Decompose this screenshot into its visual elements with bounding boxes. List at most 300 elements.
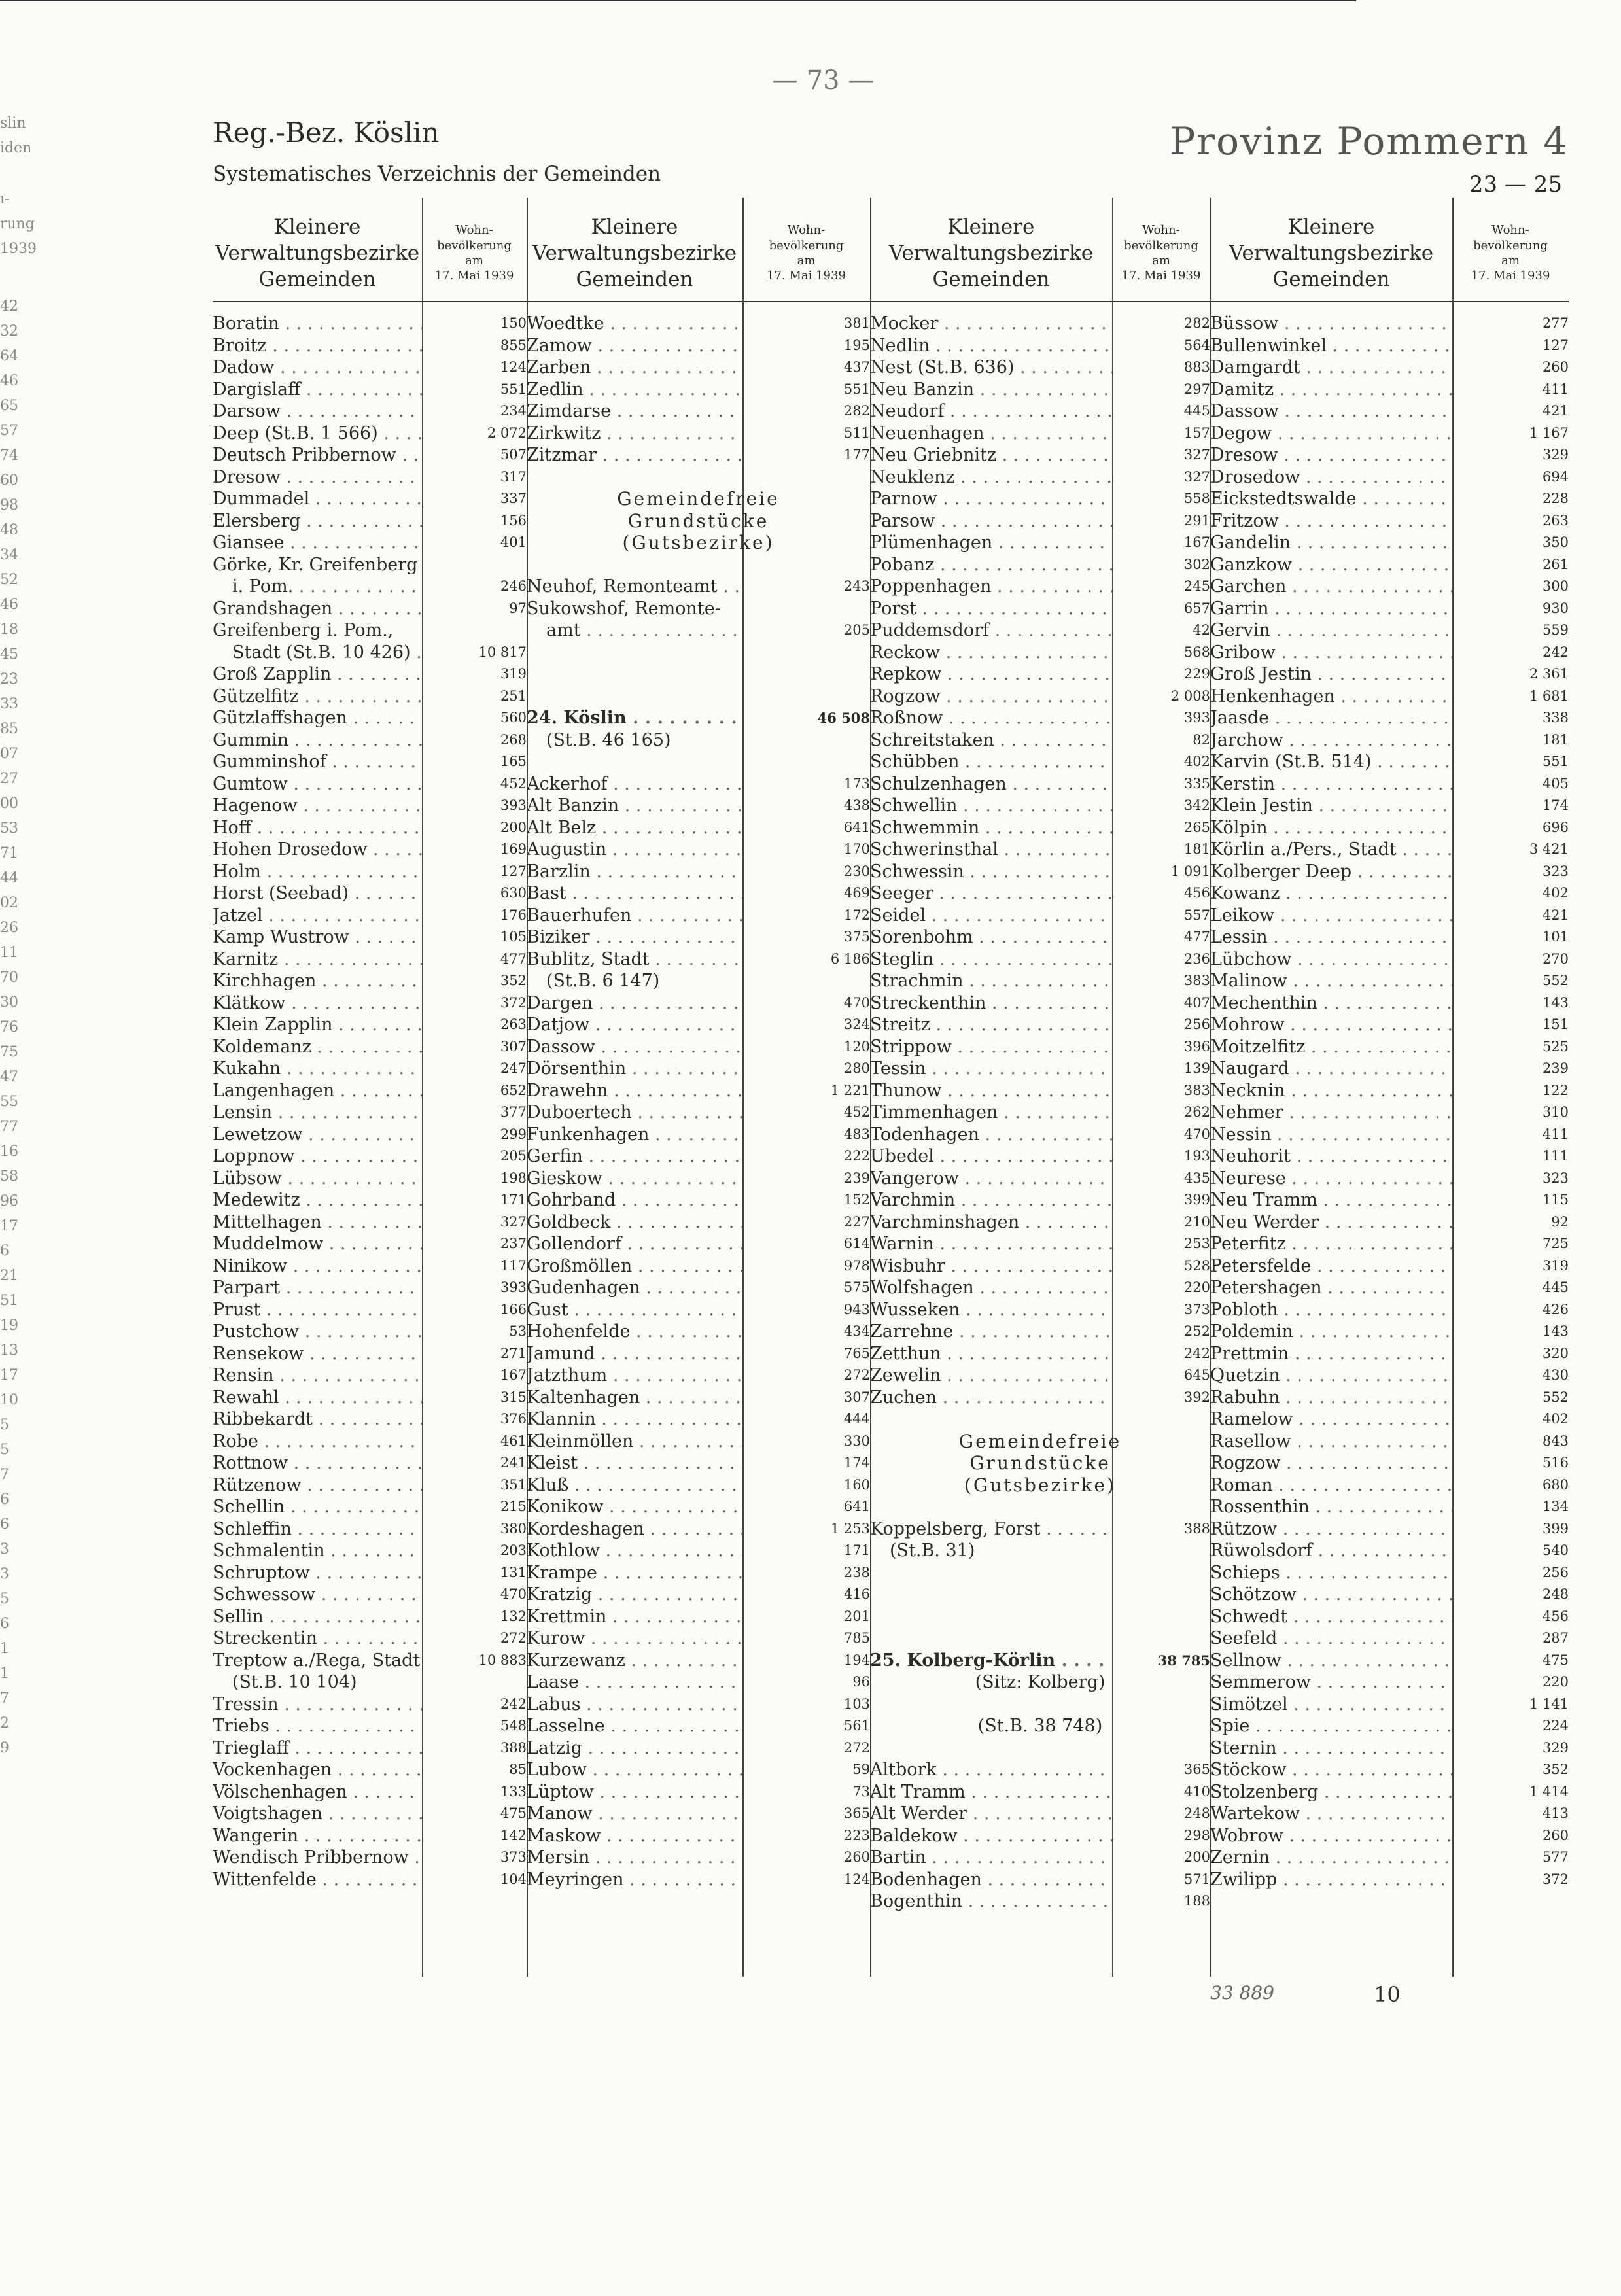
table-row (213, 576, 527, 598)
population-value: 380 (497, 1518, 527, 1540)
municipality-name: Schwerinsthal . . . (870, 839, 1112, 861)
municipality-name: Tressin . . . (213, 1694, 422, 1716)
population-value: 327 (1180, 466, 1210, 489)
table-row (1210, 1058, 1569, 1080)
population-value: 239 (1539, 1058, 1569, 1080)
population-value: 402 (1180, 751, 1210, 773)
municipality-name: Zitzmar . . . (527, 444, 742, 466)
population-value: 323 (1539, 861, 1569, 883)
municipality-name: Zirkwitz . . . (527, 423, 742, 445)
population-value: 388 (497, 1737, 527, 1760)
municipality-name: Rasellow . . . (1210, 1431, 1452, 1453)
municipality-name: (St.B. 6 147) (546, 971, 660, 991)
table-row (1210, 970, 1569, 992)
table-row (527, 663, 870, 686)
population-value: 251 (497, 686, 527, 708)
municipality-name: Ubedel . . . (870, 1145, 1112, 1168)
table-row (870, 1387, 1210, 1409)
municipality-name: Zewelin . . . (870, 1365, 1112, 1387)
population-value: 174 (1539, 795, 1569, 817)
table-row (870, 335, 1210, 357)
municipality-name: Langenhagen . . . (213, 1080, 422, 1102)
left-fragment-text: 77 (0, 1119, 18, 1135)
population-value: 260 (1539, 357, 1569, 379)
municipality-name: Kordeshagen . . . (527, 1518, 742, 1540)
table-row (527, 1825, 870, 1847)
left-fragment-text: 7 (0, 1467, 9, 1483)
table-row (870, 1168, 1210, 1190)
municipality-name: Broitz . . . (213, 335, 422, 357)
population-value: 559 (1539, 619, 1569, 642)
population-value: 103 (840, 1694, 870, 1716)
municipality-name: (St.B. 46 165) (546, 729, 671, 750)
municipality-name: Kurow . . . (527, 1627, 742, 1650)
table-row (527, 488, 870, 510)
table-row (1210, 905, 1569, 927)
population-value: 765 (840, 1343, 870, 1365)
municipality-name: Augustin . . . (527, 839, 742, 861)
header-name-text: Kleinere (273, 215, 361, 239)
left-fragment-text: 55 (0, 1094, 18, 1110)
municipality-name: Neurese . . . (1210, 1168, 1452, 1190)
municipality-name: Damitz . . . (1210, 379, 1452, 401)
table-row (1210, 817, 1569, 839)
population-value: 223 (840, 1825, 870, 1847)
population-value: 253 (1180, 1233, 1210, 1255)
table-row (870, 576, 1210, 598)
left-fragment-text: 02 (0, 895, 18, 911)
table-row (1210, 1671, 1569, 1694)
municipality-name: Sellin . . . (213, 1606, 422, 1628)
reg-bez-title: Reg.-Bez. Köslin (213, 116, 440, 148)
municipality-name: Dummadel . . . (213, 488, 422, 510)
table-row (870, 795, 1210, 817)
municipality-name: Prettmin . . . (1210, 1343, 1452, 1365)
table-row (1210, 686, 1569, 708)
table-row (870, 466, 1210, 489)
table-row (870, 970, 1210, 992)
municipality-name: Dörsenthin . . . (527, 1058, 742, 1080)
municipality-name: Klein Zapplin . . . (213, 1014, 422, 1036)
municipality-name: Deep (St.B. 1 566) . . . (213, 423, 422, 445)
table-row (1210, 1452, 1569, 1474)
table-row (870, 1255, 1210, 1278)
table-row (213, 1102, 527, 1124)
population-value: 342 (1180, 795, 1210, 817)
table-row (213, 926, 527, 948)
table-row (213, 773, 527, 795)
left-fragment-text: 52 (0, 572, 18, 588)
municipality-name: Grundstücke (627, 510, 769, 532)
table-row (1210, 1869, 1569, 1891)
municipality-name: Gemeindefreie (617, 488, 780, 510)
municipality-name: Lessin . . . (1210, 926, 1452, 948)
table-row (870, 1869, 1210, 1891)
population-value: 372 (497, 992, 527, 1015)
table-row (527, 1321, 870, 1343)
header-population-text: 17. Mai 1939 (1121, 269, 1201, 283)
table-row (527, 1211, 870, 1234)
population-value: 324 (840, 1014, 870, 1036)
page-range: 23 — 25 (1469, 171, 1562, 198)
table-row (1210, 1715, 1569, 1737)
population-value: 2 361 (1525, 663, 1569, 686)
municipality-name: Wolfshagen . . . (870, 1277, 1112, 1299)
population-value: 104 (497, 1869, 527, 1891)
header-population-text: bevölkerung (1473, 238, 1548, 252)
municipality-name: Lübchow . . . (1210, 948, 1452, 971)
header-name-col (527, 208, 742, 298)
table-row (213, 861, 527, 883)
municipality-name: Büssow . . . (1210, 313, 1452, 335)
municipality-name: Sorenbohm . . . (870, 926, 1112, 948)
population-value: 237 (497, 1233, 527, 1255)
header-name-text: Kleinere (591, 215, 678, 239)
table-row (527, 751, 870, 773)
municipality-name: Rensin . . . (213, 1365, 422, 1387)
table-row (1210, 1737, 1569, 1760)
table-row (870, 707, 1210, 729)
table-row (870, 1671, 1210, 1694)
left-fragment-text: 75 (0, 1044, 18, 1060)
population-value: 205 (497, 1145, 527, 1168)
left-fragment-text: 5 (0, 1417, 9, 1433)
table-row (213, 1211, 527, 1234)
table-row (213, 313, 527, 335)
municipality-name: Neu Tramm . . . (1210, 1189, 1452, 1211)
municipality-name: Darsow . . . (213, 400, 422, 423)
municipality-name: Schruptow . . . (213, 1562, 422, 1584)
population-value: 248 (1180, 1803, 1210, 1825)
municipality-name: Kirchhagen . . . (213, 970, 422, 992)
municipality-name: Zamow . . . (527, 335, 742, 357)
municipality-name: Vangerow . . . (870, 1168, 1112, 1190)
municipality-name: Dargislaff . . . (213, 379, 422, 401)
population-value: 152 (840, 1189, 870, 1211)
municipality-name: Zwilipp . . . (1210, 1869, 1452, 1891)
table-row (1210, 1627, 1569, 1650)
population-value: 195 (840, 335, 870, 357)
table-row (527, 1671, 870, 1694)
municipality-name: Rützow . . . (1210, 1518, 1452, 1540)
population-value: 198 (497, 1168, 527, 1190)
municipality-name: Degow . . . (1210, 423, 1452, 445)
table-row (1210, 488, 1569, 510)
table-row (870, 817, 1210, 839)
municipality-name: Kerstin . . . (1210, 773, 1452, 795)
municipality-name: Puddemsdorf . . . (870, 619, 1112, 642)
table-row (1210, 1080, 1569, 1102)
population-value: 376 (497, 1408, 527, 1431)
table-row (1210, 926, 1569, 948)
table-row (870, 1014, 1210, 1036)
table-row (870, 423, 1210, 445)
table-row (870, 1080, 1210, 1102)
municipality-name: Roman . . . (1210, 1474, 1452, 1497)
table-row (870, 313, 1210, 335)
left-fragment-text: 6 (0, 1516, 9, 1533)
table-row (213, 1496, 527, 1518)
table-row (870, 1343, 1210, 1365)
municipality-name: Görke, Kr. Greifenberg . . . (213, 554, 422, 576)
municipality-name: Koldemanz . . . (213, 1036, 422, 1058)
population-value: 59 (848, 1759, 870, 1781)
municipality-name: Kölpin . . . (1210, 817, 1452, 839)
population-value: 230 (840, 861, 870, 883)
table-row (870, 510, 1210, 532)
table-row (213, 1825, 527, 1847)
header-population-text: 17. Mai 1939 (1471, 269, 1550, 283)
table-row (870, 1759, 1210, 1781)
population-value: 416 (840, 1584, 870, 1606)
population-value: 725 (1539, 1233, 1569, 1255)
table-row (870, 1847, 1210, 1869)
municipality-name: Stöckow . . . (1210, 1759, 1452, 1781)
population-value: 165 (497, 751, 527, 773)
municipality-name: Schleffin . . . (213, 1518, 422, 1540)
municipality-name: Dadow . . . (213, 357, 422, 379)
population-value: 329 (1539, 1737, 1569, 1760)
table-row (527, 970, 870, 992)
table-row (213, 1562, 527, 1584)
municipality-name: Poppenhagen . . . (870, 576, 1112, 598)
table-row (1210, 882, 1569, 905)
table-row (527, 444, 870, 466)
table-row (1210, 532, 1569, 554)
municipality-name: Nessin . . . (1210, 1124, 1452, 1146)
population-value: 169 (497, 839, 527, 861)
municipality-name: Varchminshagen . . . (870, 1211, 1112, 1234)
population-value: 335 (1180, 773, 1210, 795)
municipality-name: Porst . . . (870, 598, 1112, 620)
population-value: 396 (1180, 1036, 1210, 1058)
municipality-name: Hohenfelde . . . (527, 1321, 742, 1343)
table-row (527, 357, 870, 379)
municipality-name: Treptow a./Rega, Stadt . . . (213, 1650, 422, 1672)
header-population-text: Wohn- (1142, 223, 1180, 237)
municipality-name: Holm . . . (213, 861, 422, 883)
municipality-name: Goldbeck . . . (527, 1211, 742, 1234)
header-name-text: Gemeinden (932, 268, 1050, 292)
municipality-name: Muddelmow . . . (213, 1233, 422, 1255)
population-value: 696 (1539, 817, 1569, 839)
table-row (527, 992, 870, 1015)
left-fragment-text: 3 (0, 1566, 9, 1582)
table-row (213, 1145, 527, 1168)
population-value: 127 (497, 861, 527, 883)
table-row (870, 926, 1210, 948)
municipality-name: Rützenow . . . (213, 1474, 422, 1497)
table-row (1210, 576, 1569, 598)
population-value: 551 (840, 379, 870, 401)
population-value: 317 (497, 466, 527, 489)
population-value: 373 (497, 1847, 527, 1869)
table-row (870, 1431, 1210, 1453)
left-fragment-text: 70 (0, 969, 18, 986)
population-value: 320 (1539, 1343, 1569, 1365)
municipality-name: Bast . . . (527, 882, 742, 905)
population-value: 337 (497, 488, 527, 510)
population-value: 170 (840, 839, 870, 861)
population-value: 261 (1539, 554, 1569, 576)
table-row (527, 554, 870, 576)
left-fragment-text: 5 (0, 1442, 9, 1458)
municipality-name: Moitzelfitz . . . (1210, 1036, 1452, 1058)
table-row (870, 642, 1210, 664)
population-value: 156 (497, 510, 527, 532)
municipality-name: (St.B. 10 104) (232, 1672, 357, 1692)
population-value: 507 (497, 444, 527, 466)
header-name-text: Gemeinden (1272, 268, 1390, 292)
table-row (213, 663, 527, 686)
population-value: 577 (1539, 1847, 1569, 1869)
left-fragment-text: 1939 (0, 241, 37, 257)
table-row (213, 1759, 527, 1781)
table-row (527, 1715, 870, 1737)
municipality-name: Roßnow . . . (870, 707, 1112, 729)
table-row (870, 1058, 1210, 1080)
left-fragment-text: ı- (0, 191, 10, 207)
municipality-name: Zedlin . . . (527, 379, 742, 401)
municipality-name: (St.B. 38 748) (977, 1716, 1103, 1736)
table-row (527, 1145, 870, 1168)
header-population-col (1112, 208, 1210, 298)
table-row (1210, 1803, 1569, 1825)
municipality-name: Kurzewanz . . . (527, 1650, 742, 1672)
table-row (527, 532, 870, 554)
population-value: 652 (497, 1080, 527, 1102)
population-value: 568 (1180, 642, 1210, 664)
municipality-name: Pobloth . . . (1210, 1299, 1452, 1321)
table-row (1210, 861, 1569, 883)
population-value: 511 (840, 423, 870, 445)
header-population-text: am (797, 254, 816, 268)
municipality-name: Bodenhagen . . . (870, 1869, 1112, 1891)
page-subtitle: Systematisches Verzeichnis der Gemeinden (213, 162, 661, 186)
header-population-text: bevölkerung (437, 238, 512, 252)
left-fragment-text: 46 (0, 597, 18, 613)
municipality-name: Krettmin . . . (527, 1606, 742, 1628)
population-value: 42 (1189, 619, 1210, 642)
municipality-name: Ackerhof . . . (527, 773, 742, 795)
population-value: 132 (497, 1606, 527, 1628)
municipality-name: Kukahn . . . (213, 1058, 422, 1080)
municipality-name: Hoff . . . (213, 817, 422, 839)
population-value: 1 167 (1525, 423, 1569, 445)
table-row (527, 1452, 870, 1474)
table-row (527, 1189, 870, 1211)
municipality-name: Dassow . . . (527, 1036, 742, 1058)
population-value: 315 (497, 1387, 527, 1409)
population-value: 215 (497, 1496, 527, 1518)
municipality-name: Schwessow . . . (213, 1584, 422, 1606)
municipality-name: (Sitz: Kolberg) (975, 1672, 1106, 1692)
header-population-text: Wohn- (1491, 223, 1529, 237)
population-value: 297 (1180, 379, 1210, 401)
municipality-name: Alt Banzin . . . (527, 795, 742, 817)
table-row (1210, 707, 1569, 729)
table-row (527, 882, 870, 905)
population-value: 124 (840, 1869, 870, 1891)
municipality-name: Todenhagen . . . (870, 1124, 1112, 1146)
population-value: 470 (840, 992, 870, 1015)
population-value: 528 (1180, 1255, 1210, 1278)
municipality-name: Triebs . . . (213, 1715, 422, 1737)
municipality-name: Pobanz . . . (870, 554, 1112, 576)
table-row (870, 1627, 1210, 1650)
header-name-text: Kleinere (1287, 215, 1375, 239)
left-fragment-text: 21 (0, 1268, 18, 1284)
population-value: 247 (497, 1058, 527, 1080)
table-row (870, 1518, 1210, 1540)
population-value: 375 (840, 926, 870, 948)
population-value: 252 (1180, 1321, 1210, 1343)
header-population-col (742, 208, 870, 298)
table-row (1210, 1189, 1569, 1211)
population-value: 150 (497, 313, 527, 335)
municipality-name: Dassow . . . (1210, 400, 1452, 423)
municipality-name: Grandshagen . . . (213, 598, 422, 620)
table-row (527, 1606, 870, 1628)
header-population-text: bevölkerung (1124, 238, 1198, 252)
population-value: 438 (840, 795, 870, 817)
population-value: 142 (497, 1825, 527, 1847)
municipality-name: Zernin . . . (1210, 1847, 1452, 1869)
municipality-name: Körlin a./Pers., Stadt . . . (1210, 839, 1452, 861)
municipality-name: Naugard . . . (1210, 1058, 1452, 1080)
population-value: 694 (1539, 466, 1569, 489)
table-row (527, 1255, 870, 1278)
municipality-name: Kolberger Deep . . . (1210, 861, 1452, 883)
table-row (870, 839, 1210, 861)
header-name-col (870, 208, 1112, 298)
population-value: 234 (497, 400, 527, 423)
population-value: 262 (1180, 1102, 1210, 1124)
municipality-name: Kowanz . . . (1210, 882, 1452, 905)
municipality-name: Quetzin . . . (1210, 1365, 1452, 1387)
left-fragment-text: 47 (0, 1069, 18, 1085)
table-row (870, 1694, 1210, 1716)
population-value: 193 (1180, 1145, 1210, 1168)
population-value: 383 (1180, 1080, 1210, 1102)
table-row (527, 817, 870, 839)
municipality-name: Groß Jestin . . . (1210, 663, 1452, 686)
population-value: 173 (840, 773, 870, 795)
municipality-name: Bartin . . . (870, 1847, 1112, 1869)
municipality-name: Eickstedtswalde . . . (1210, 488, 1452, 510)
table-row (870, 1715, 1210, 1737)
table-row (870, 1124, 1210, 1146)
table-row (870, 1890, 1210, 1913)
population-value: 127 (1539, 335, 1569, 357)
left-fragment-text: 10 (0, 1392, 18, 1408)
population-value: 172 (840, 905, 870, 927)
table-row (213, 1847, 527, 1869)
municipality-name: Streckenthin . . . (870, 992, 1112, 1015)
table-row (1210, 1211, 1569, 1234)
left-fragment-text: 98 (0, 497, 18, 513)
population-value: 475 (1539, 1650, 1569, 1672)
population-value: 430 (1539, 1365, 1569, 1387)
municipality-name: Stadt (St.B. 10 426) . . . (232, 642, 422, 664)
municipality-name: Gust . . . (527, 1299, 742, 1321)
municipality-name: Neuklenz . . . (870, 466, 1112, 489)
population-value: 560 (497, 707, 527, 729)
population-value: 445 (1539, 1277, 1569, 1299)
table-row (527, 642, 870, 664)
table-column (870, 313, 1210, 1913)
population-value: 883 (1180, 357, 1210, 379)
